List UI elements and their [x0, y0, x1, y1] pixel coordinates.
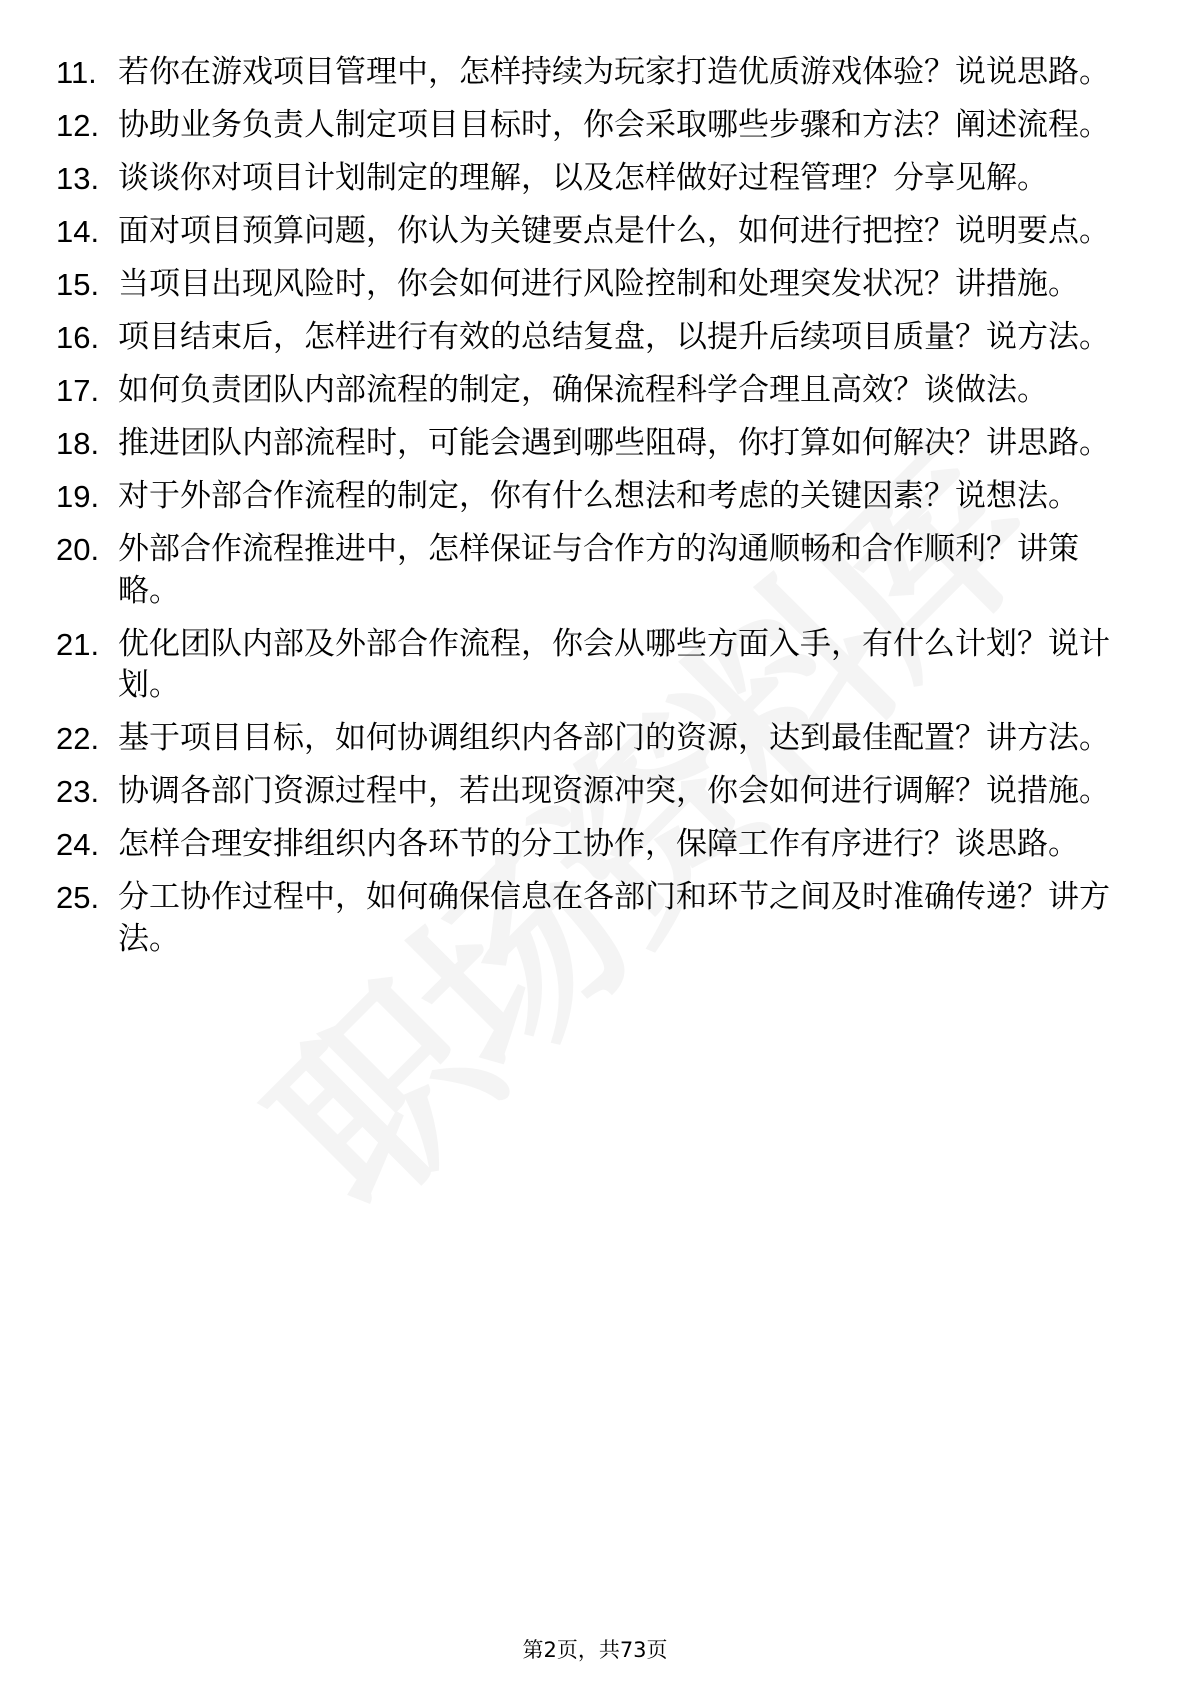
question-number: 14.: [56, 214, 100, 249]
question-item: [56, 476, 1116, 518]
question-text: 项目结束后，怎样进行有效的总结复盘，以提升后续项目质量？说方法。: [118, 319, 1110, 355]
question-number: 12.: [56, 108, 100, 143]
question-number: 17.: [56, 373, 100, 408]
question-item: [56, 211, 1116, 253]
question-text: 推进团队内部流程时，可能会遇到哪些阻碍，你打算如何解决？讲思路。: [118, 425, 1110, 461]
question-text: 如何负责团队内部流程的制定，确保流程科学合理且高效？谈做法。: [118, 372, 1048, 408]
question-text: 若你在游戏项目管理中，怎样持续为玩家打造优质游戏体验？说说思路。: [118, 54, 1110, 90]
question-text: 怎样合理安排组织内各环节的分工协作，保障工作有序进行？谈思路。: [118, 826, 1079, 862]
question-number: 11.: [56, 55, 97, 90]
question-number: 13.: [56, 161, 100, 196]
question-list: [56, 52, 1116, 972]
question-text: 对于外部合作流程的制定，你有什么想法和考虑的关键因素？说想法。: [118, 478, 1079, 514]
question-item: [56, 423, 1116, 465]
question-text: 基于项目目标，如何协调组织内各部门的资源，达到最佳配置？讲方法。: [118, 720, 1110, 756]
question-number: 15.: [56, 267, 100, 302]
question-text: 协调各部门资源过程中，若出现资源冲突，你会如何进行调解？说措施。: [118, 773, 1110, 809]
question-item: [56, 370, 1116, 412]
question-text: 当项目出现风险时，你会如何进行风险控制和处理突发状况？讲措施。: [118, 266, 1079, 302]
question-item: [56, 771, 1116, 813]
question-number: 24.: [56, 827, 100, 862]
question-number: 22.: [56, 721, 100, 756]
question-item: [56, 158, 1116, 200]
question-item: [56, 105, 1116, 147]
question-number: 16.: [56, 320, 100, 355]
question-number: 25.: [56, 880, 100, 915]
question-item: [56, 52, 1116, 94]
question-text: 分工协作过程中，如何确保信息在各部门和环节之间及时准确传递？讲方法。: [118, 879, 1110, 957]
question-item: [56, 264, 1116, 306]
question-text: 外部合作流程推进中，怎样保证与合作方的沟通顺畅和合作顺利？讲策略。: [118, 531, 1079, 609]
question-item: [56, 718, 1116, 760]
question-number: 21.: [56, 626, 100, 662]
question-item: [56, 317, 1116, 359]
question-number: 23.: [56, 774, 100, 809]
question-text: 谈谈你对项目计划制定的理解，以及怎样做好过程管理？分享见解。: [118, 160, 1048, 196]
question-text: 协助业务负责人制定项目目标时，你会采取哪些步骤和方法？阐述流程。: [118, 107, 1110, 143]
question-item: [56, 824, 1116, 866]
page-footer: [0, 1636, 1190, 1664]
question-item: [56, 624, 1116, 707]
page-number-label: 第2页，共73页: [522, 1638, 668, 1662]
question-text: 面对项目预算问题，你认为关键要点是什么，如何进行把控？说明要点。: [118, 213, 1110, 249]
question-item: [56, 877, 1116, 960]
question-number: 19.: [56, 479, 100, 514]
question-number: 18.: [56, 426, 100, 461]
question-text: 优化团队内部及外部合作流程，你会从哪些方面入手，有什么计划？说计划。: [118, 625, 1110, 703]
question-item: [56, 529, 1116, 612]
question-number: 20.: [56, 532, 100, 567]
